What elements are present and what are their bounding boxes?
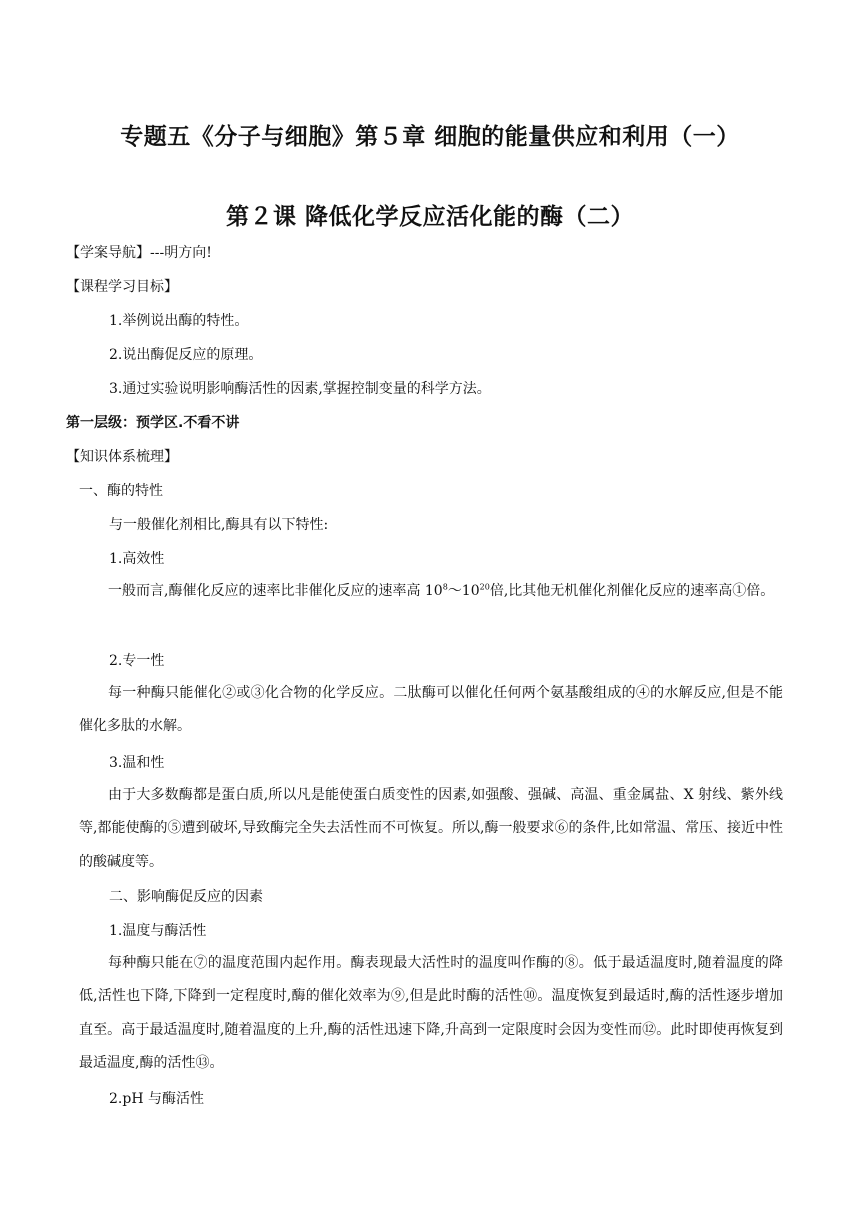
paragraph-temperature: 每种酶只能在⑦的温度范围内起作用。酶表现最大活性时的温度叫作酶的⑧。低于最适温度时,随着温度的降低,活性也下降,下降到一定程度时,酶的催化效率为⑨,但是此时酶的活性⑩。温度恢复到最适时,酶的活性逐步增加直至。高于最适温度时,随着温度的上升,酶的活性迅速下降,升高到一定限度时会因为变性而⑫。此时即使再恢复到最适温度,酶的活性⑬。 (79, 955, 783, 1071)
text-fragment: ～10 (447, 583, 480, 599)
subsection-title: 2.专一性 (109, 653, 165, 669)
level-heading: 第一层级：预学区.不看不讲 (66, 415, 240, 431)
document-title: 专题五《分子与细胞》第５章 细胞的能量供应和利用（一） (120, 124, 740, 150)
paragraph-mildness: 由于大多数酶都是蛋白质,所以凡是能使蛋白质变性的因素,如强酸、强碱、高温、重金属盐、X 射线、紫外线等,都能使酶的⑤遭到破坏,导致酶完全失去活性而不可恢复。所以,酶一般要求⑥的条件,比如常温、常压、接近中性的酸碱度等。 (79, 787, 783, 870)
text-fragment: 倍,比其他无机催化剂催化反应的速率高①倍。 (489, 583, 775, 599)
goals-heading: 【课程学习目标】 (66, 279, 178, 295)
paragraph-specificity: 每一种酶只能催化②或③化合物的化学反应。二肽酶可以催化任何两个氨基酸组成的④的水解反应,但是不能催化多肽的水解。 (79, 685, 783, 735)
exponent: 8 (442, 582, 448, 592)
nav-heading: 【学案导航】---明方向! (66, 245, 212, 261)
section-intro: 与一般催化剂相比,酶具有以下特性: (109, 517, 329, 533)
subsection-title: 1.温度与酶活性 (109, 923, 207, 939)
exponent: 20 (479, 582, 490, 592)
lesson-title: 第２课 降低化学反应活化能的酶（二） (225, 204, 634, 230)
goal-item: 1.举例说出酶的特性。 (109, 313, 249, 329)
knowledge-heading: 【知识体系梳理】 (66, 449, 178, 465)
goal-item: 2.说出酶促反应的原理。 (109, 347, 263, 363)
subsection-title: 3.温和性 (109, 755, 165, 771)
text-fragment: 一般而言,酶催化反应的速率比非催化反应的速率高 10 (108, 583, 443, 599)
section-title: 一、酶的特性 (79, 483, 163, 499)
subsection-title: 2.pH 与酶活性 (109, 1091, 204, 1107)
section-title: 二、影响酶促反应的因素 (109, 889, 263, 905)
subsection-title: 1.高效性 (109, 551, 165, 567)
paragraph-efficiency (79, 575, 783, 608)
goal-item: 3.通过实验说明影响酶活性的因素,掌握控制变量的科学方法。 (109, 381, 491, 397)
